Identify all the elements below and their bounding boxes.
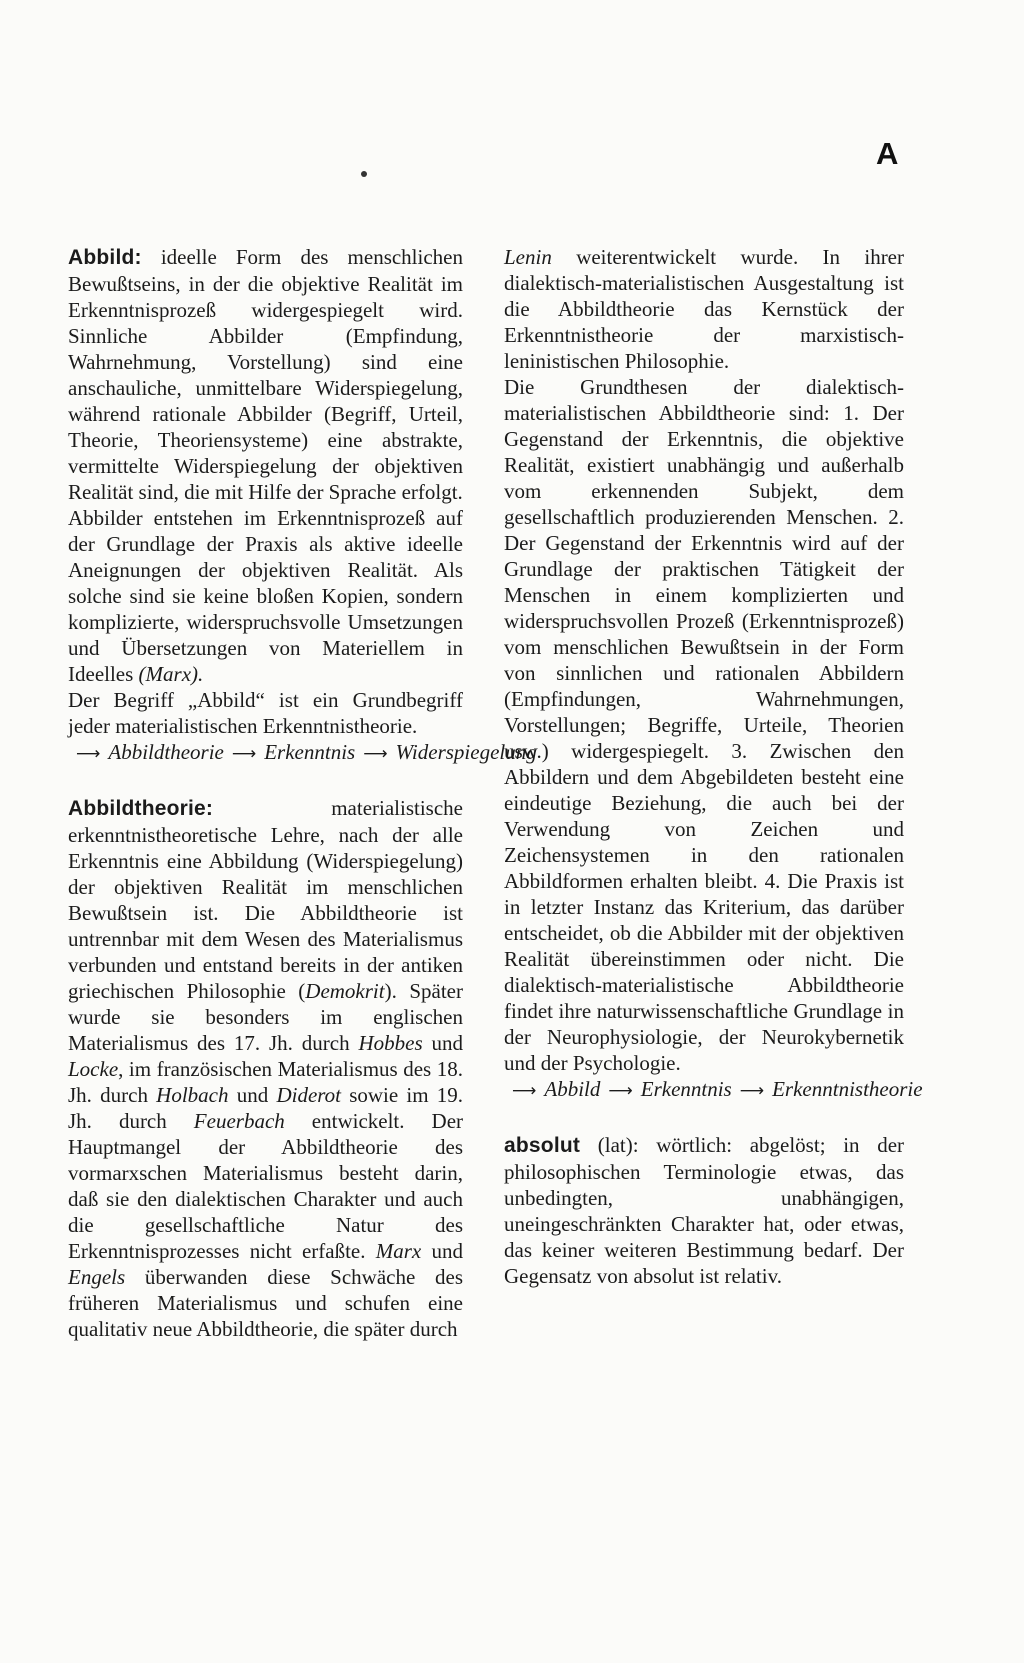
section-letter: A	[876, 136, 899, 171]
cross-ref-link[interactable]: Widerspiegelung	[395, 740, 537, 764]
person-name: Demokrit	[305, 979, 385, 1003]
text-run: , im französischen Materialismus des 18. Jh. durch	[68, 1057, 463, 1107]
entry-head: absolut	[504, 1134, 581, 1157]
person-name: Holbach	[156, 1083, 229, 1107]
text-run: überwanden diese Schwäche des früheren Materialismus und schufen eine qualitativ neue Abbildtheorie, die später durch	[68, 1265, 464, 1341]
text-run: weiterentwickelt wurde. In ihrer dialektisch-materialistischen Ausgestaltung ist die Abbildtheorie das Kernstück der Erkenntnistheorie der marxistisch-leninistischen Philosophie.	[504, 245, 904, 373]
cross-ref-link[interactable]: Abbild	[544, 1077, 601, 1101]
cross-ref-link[interactable]: Abbildtheorie	[108, 740, 224, 764]
person-name: Locke	[68, 1057, 119, 1081]
abbildtheorie-cross-references	[504, 1076, 923, 1104]
text-run: (lat): wörtlich: abgelöst; in der philosophischen Terminologie etwas, das unbedingten, unabhängigen, uneingeschränkten Charakter hat, oder etwas, das keiner weiteren Bestimmung bedarf. Der Gegensatz von absolut ist relativ.	[504, 1133, 905, 1288]
entry-head: Abbildtheorie:	[68, 797, 214, 820]
arrow-icon: ⟶	[512, 1081, 537, 1101]
abbild-cross-references	[68, 739, 537, 767]
person-name: Feuerbach	[193, 1109, 285, 1133]
abbild-text-3: Der Begriff „Abbild“ ist ein Grundbegriff jeder materialistischen Erkenntnistheorie.	[68, 688, 463, 738]
arrow-icon: ⟶	[608, 1081, 633, 1101]
abbildtheorie-continuation	[504, 244, 904, 374]
abbild-citation: (Marx).	[138, 662, 204, 686]
person-name: Diderot	[276, 1083, 341, 1107]
text-run: sowie im 19. Jh. durch	[68, 1083, 464, 1133]
arrow-icon: ⟶	[363, 744, 388, 764]
text-run: Die Grundthesen der dialektisch-materialistischen Abbildtheorie sind: 1. Der Gegenstand der Erkenntnis, die objektive Realität, existiert unabhängig und außerhalb vom erkennenden Subjekt, dem gesellschaftlich produzierenden Menschen. 2. Der Gegenstand der Erkenntnis wird auf der Grundlage der praktischen Tätigkeit der Menschen in einem komplizierten und widerspruchsvollen Prozeß (Erkenntnisprozeß) vom menschlichen Bewußtsein in der Form von sinnlichen und rationalen Abbildern (Empfindungen, Wahrnehmungen, Vorstellungen; Begriffe, Urteile, Theorien usw.) widergespiegelt. 3. Zwischen den Abbildern und dem Abgebildeten besteht eine eindeutige Beziehung, die auch bei der Verwendung von Zeichen und Zeichensystemen in den rationalen Abbildformen erhalten bleibt. 4. Die Praxis ist in letzter Instanz das Kriterium, das darüber entscheidet, ob die Abbilder mit der objektiven Realität übereinstimmen oder nicht. Die dialektisch-materialistische Abbildtheorie findet ihre naturwissenschaftliche Grundlage in der Neurophysiologie, der Neurokybernetik und der Psychologie.	[504, 375, 904, 1075]
text-run: und	[431, 1031, 464, 1055]
text-run: und	[236, 1083, 269, 1107]
abbild-paragraph-2	[68, 505, 463, 687]
abbild-text-1: ideelle Form des menschlichen Bewußtseins, in der die objektive Realität im Erkenntnisprozeß widergespiegelt wird. Sinnliche Abbilder (Empfindung, Wahrnehmung, Vorstellung) sind eine anschauliche, unmittelbare Widerspiegelung, während rationale Abbilder (Begriff, Urteil, Theorie, Theoriensysteme) eine abstrakte, vermittelte Widerspiegelung der objektiven Realität sind, die mit Hilfe der Sprache erfolgt.	[68, 245, 463, 504]
person-name: Hobbes	[358, 1031, 423, 1055]
cross-ref-link[interactable]: Erkenntnis	[264, 740, 356, 764]
person-name: Lenin	[504, 245, 552, 269]
text-run: entwickelt. Der Hauptmangel der Abbildtheorie des vormarxschen Materialismus besteht darin, daß sie den dialektischen Charakter und auch die gesellschaftliche Natur des Erkenntnisprozesses nicht erfaßte.	[68, 1109, 464, 1263]
abbildtheorie-paragraph-1	[68, 795, 463, 1342]
arrow-icon: ⟶	[739, 1081, 765, 1101]
right-column	[504, 244, 923, 1317]
entry-abbildtheorie-continued	[504, 244, 923, 1104]
text-run: materialistische erkenntnistheoretische Lehre, nach der alle Erkenntnis eine Abbildung (Widerspiegelung) der objektiven Realität im menschlichen Bewußtsein ist. Die Abbildtheorie ist untrennbar mit dem Wesen des Materialismus verbunden und entstand bereits in der antiken griechischen Philosophie (	[68, 796, 463, 1003]
abbildtheorie-paragraph-2	[504, 374, 904, 1076]
cross-ref-link[interactable]: Erkenntnistheorie	[772, 1077, 923, 1101]
entry-head: Abbild:	[68, 246, 142, 269]
person-name: Marx	[375, 1239, 422, 1263]
abbild-paragraph-1	[68, 244, 463, 505]
cross-ref-link[interactable]: Erkenntnis	[640, 1077, 732, 1101]
abbild-text-2: Abbilder entstehen im Erkenntnisprozeß auf der Grundlage der Praxis als aktive ideelle Aneignungen der objektiven Realität. Als solche sind sie keine bloßen Kopien, sondern komplizierte, widerspruchsvolle Umsetzungen und Übersetzungen von Materiellem in Ideelles	[68, 506, 463, 686]
abbild-paragraph-3	[68, 687, 463, 739]
text-run: ). Später wurde sie besonders im englischen Materialismus des 17. Jh. durch	[68, 979, 463, 1055]
text-run: und	[431, 1239, 464, 1263]
entry-abbildtheorie	[68, 795, 463, 1342]
absolut-paragraph	[504, 1132, 904, 1289]
entry-absolut	[504, 1132, 904, 1289]
person-name: Engels	[68, 1265, 126, 1289]
arrow-icon: ⟶	[76, 744, 101, 764]
print-speck	[361, 171, 367, 177]
arrow-icon: ⟶	[231, 744, 257, 764]
